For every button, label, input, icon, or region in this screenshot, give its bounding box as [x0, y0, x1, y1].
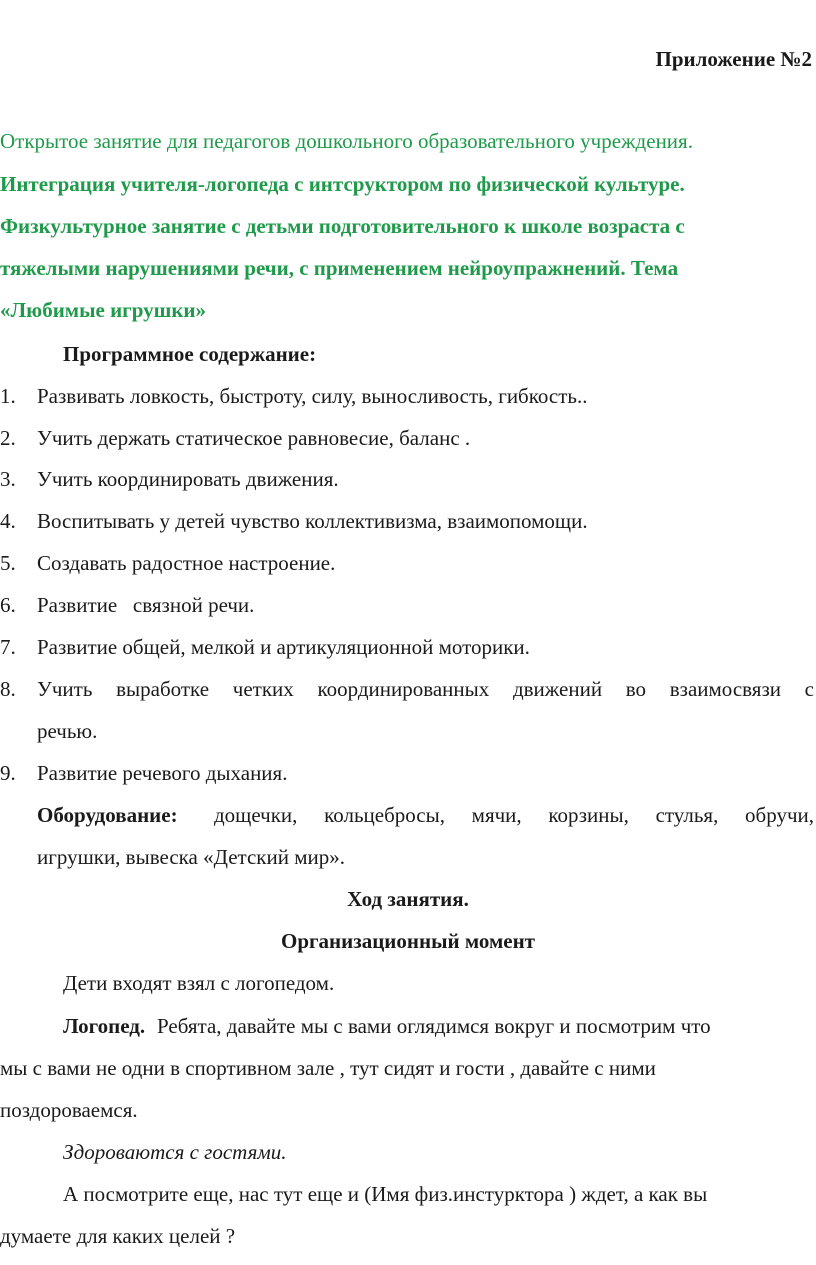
list-text: Развивать ловкость, быстроту, силу, выносливость, гибкость..	[37, 384, 588, 408]
list-item	[0, 383, 816, 409]
list-number: 8.	[0, 677, 16, 701]
equipment-text-continuation: игрушки, вывеска «Детский мир».	[37, 845, 345, 869]
org-heading: Организационный момент	[281, 929, 535, 953]
list-item	[0, 634, 816, 660]
list-text: Развитие общей, мелкой и артикуляционной моторики.	[37, 635, 530, 659]
list-number: 1.	[0, 384, 16, 408]
paragraph-logoped-line-3: поздороваемся.	[0, 1098, 138, 1122]
paragraph-kids-enter: Дети входят взял с логопедом.	[63, 971, 335, 995]
paragraph-question-line-1: А посмотрите еще, нас тут еще и (Имя физ.инстурктора ) ждет, а как вы	[63, 1182, 708, 1206]
appendix-label: Приложение №2	[655, 47, 812, 71]
list-text: Учить координировать движения.	[37, 467, 339, 491]
intro-line-4: тяжелыми нарушениями речи, с применением нейроупражнений. Тема	[0, 256, 679, 280]
list-item	[0, 760, 816, 786]
paragraph-logoped-line-1: Ребята, давайте мы с вами оглядимся вокруг и посмотрим что	[157, 1014, 711, 1038]
list-item	[0, 425, 816, 451]
intro-line-1: Открытое занятие для педагогов дошкольного образовательного учреждения.	[0, 129, 693, 153]
speaker-label: Логопед.	[63, 1014, 146, 1038]
equipment-text: дощечки, кольцебросы, мячи, корзины, стулья, обручи,	[214, 803, 814, 827]
intro-line-5: «Любимые игрушки»	[0, 298, 207, 322]
list-number: 7.	[0, 635, 16, 659]
list-text: Учить держать статическое равновесие, баланс .	[37, 426, 471, 450]
list-number: 9.	[0, 761, 16, 785]
intro-line-3: Физкультурное занятие с детьми подготовительного к школе возраста с	[0, 214, 685, 238]
list-text: Развитие речевого дыхания.	[37, 761, 288, 785]
program-heading: Программное содержание:	[63, 342, 317, 366]
stage-direction: Здороваются с гостями.	[63, 1140, 287, 1164]
list-text: Учить выработке четких координированных движений во взаимосвязи с	[37, 677, 814, 701]
list-text: Воспитывать у детей чувство коллективизма, взаимопомощи.	[37, 509, 588, 533]
intro-line-2: Интеграция учителя-логопеда с интсруктором по физической культуре.	[0, 172, 685, 196]
list-item	[0, 550, 816, 576]
paragraph-logoped-line-2: мы с вами не одни в спортивном зале , тут сидят и гости , давайте с ними	[0, 1056, 656, 1080]
list-item	[0, 592, 816, 618]
course-heading: Ход занятия.	[347, 887, 469, 911]
list-number: 4.	[0, 509, 16, 533]
list-number: 6.	[0, 593, 16, 617]
list-item	[0, 466, 816, 492]
list-item	[0, 508, 816, 534]
equipment-label: Оборудование:	[37, 803, 178, 827]
list-number: 2.	[0, 426, 16, 450]
list-text: Развитие связной речи.	[37, 593, 255, 617]
list-text-continuation: речью.	[37, 719, 98, 743]
list-number: 3.	[0, 467, 16, 491]
list-number: 5.	[0, 551, 16, 575]
list-text: Создавать радостное настроение.	[37, 551, 336, 575]
paragraph-question-line-2: думаете для каких целей ?	[0, 1224, 236, 1248]
